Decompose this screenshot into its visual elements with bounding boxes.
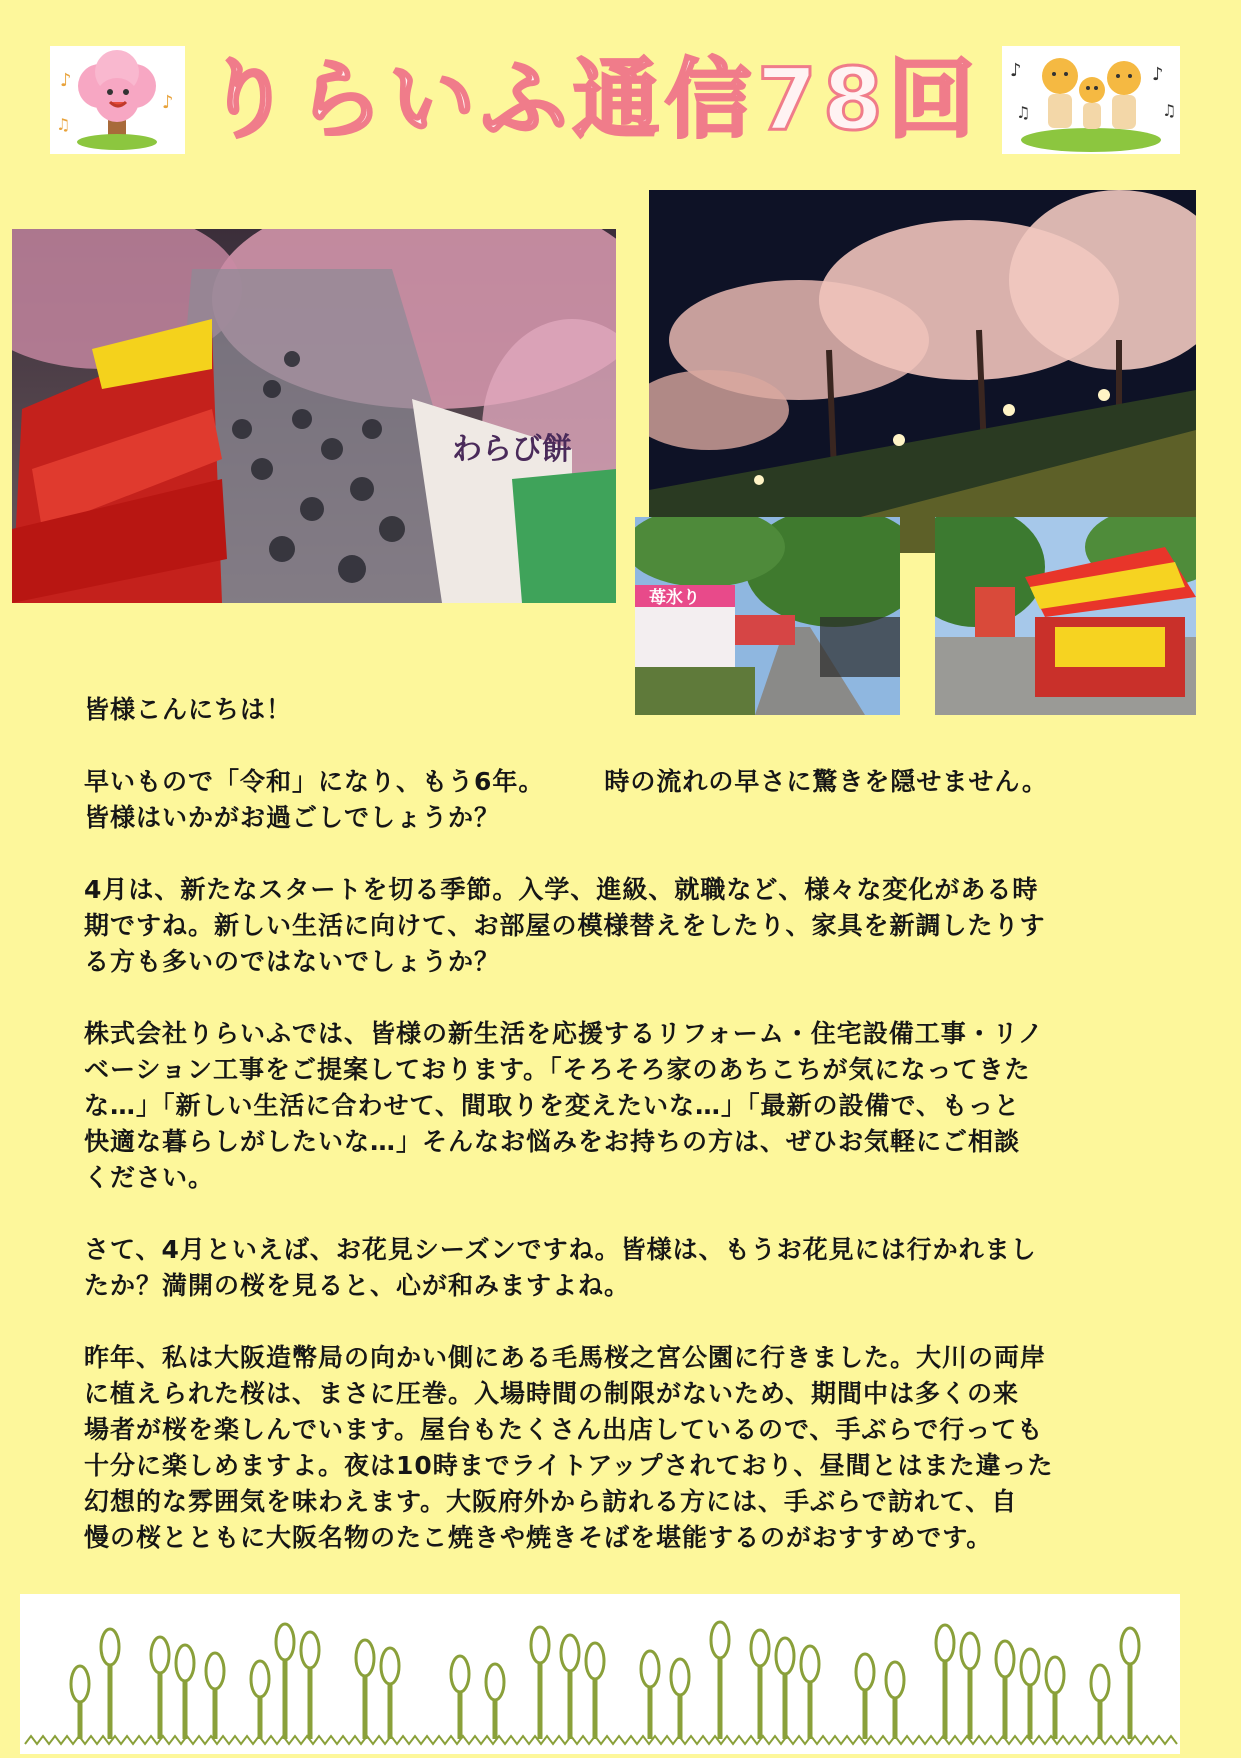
- horsetail-sprout: [531, 1627, 549, 1739]
- text-line: 快適な暮らしがしたいな…」そんなお悩みをお持ちの方は、ぜひお気軽にご相談: [84, 1127, 1021, 1156]
- park-paragraph: [84, 1340, 1164, 1556]
- horsetail-sprout: [381, 1648, 399, 1739]
- horsetail-sprout: [1046, 1657, 1064, 1739]
- horsetail-sprout: [671, 1659, 689, 1739]
- svg-text:♫: ♫: [56, 115, 71, 134]
- footer-decoration: [20, 1594, 1180, 1754]
- family-characters-icon: [1002, 46, 1180, 154]
- horsetail-sprout: [776, 1638, 794, 1739]
- horsetail-sprout: [251, 1661, 269, 1739]
- text-line: さて、4月といえば、お花見シーズンですね。皆様は、もうお花見には行かれまし: [84, 1235, 1037, 1264]
- cherry-tree-character-illustration: [50, 46, 185, 154]
- newsletter-title: りらいふ通信78回: [205, 50, 981, 150]
- text-line: [84, 764, 1164, 800]
- text-line: 株式会社りらいふでは、皆様の新生活を応援するリフォーム・住宅設備工事・リノ: [84, 1019, 1044, 1048]
- horsetail-sprout: [1021, 1649, 1039, 1739]
- horsetail-sprout: [486, 1664, 504, 1739]
- horsetail-sprout: [1091, 1665, 1109, 1739]
- horsetail-sprout: [206, 1653, 224, 1739]
- text-segment: 早いもので「令和」になり、もう6年。: [84, 767, 545, 796]
- night-festival-stalls-photo: [12, 229, 616, 603]
- company-paragraph: [84, 1016, 1164, 1196]
- text-line: な…」「新しい生活に合わせて、間取りを変えたいな…」「最新の設備で、もっと: [84, 1091, 1021, 1120]
- photo-illuminated-cherry-trees: [649, 190, 1196, 553]
- horsetail-sprout: [451, 1656, 469, 1739]
- text-line: 昨年、私は大阪造幣局の向かい側にある毛馬桜之宮公園に行きました。大川の両岸: [84, 1343, 1047, 1372]
- intro-paragraph: [84, 764, 1164, 836]
- photo-cherry-festival-stalls: [12, 229, 616, 603]
- svg-text:♫: ♫: [1162, 101, 1177, 120]
- text-line: 皆様はいかがお過ごしでしょうか？: [84, 803, 501, 832]
- photo-daytime-stalls-path: [635, 517, 900, 715]
- horsetail-sprout: [151, 1637, 169, 1739]
- horsetail-plants-border-icon: [20, 1594, 1180, 1754]
- grass-line: [25, 1736, 1177, 1744]
- text-segment: 時の流れの早さに驚きを隠せません。: [604, 767, 1048, 796]
- horsetail-sprout: [561, 1635, 579, 1739]
- april-paragraph: [84, 872, 1164, 980]
- text-line: 十分に楽しめますよ。夜は10時までライトアップされており、昼間とはまた違った: [84, 1451, 1054, 1480]
- text-line: 4月は、新たなスタートを切る季節。入学、進級、就職など、様々な変化がある時: [84, 875, 1039, 904]
- horsetail-sprout: [961, 1633, 979, 1739]
- horsetail-sprout: [101, 1629, 119, 1739]
- horsetail-sprout: [276, 1624, 294, 1739]
- horsetail-sprout: [71, 1666, 89, 1739]
- svg-text:♪: ♪: [60, 70, 72, 91]
- family-characters-illustration: [1002, 46, 1180, 154]
- hanami-paragraph: [84, 1232, 1164, 1304]
- text-line: る方も多いのではないでしょうか？: [84, 947, 501, 976]
- text-line: 慢の桜とともに大阪名物のたこ焼きや焼きそばを堪能するのがおすすめです。: [84, 1523, 993, 1552]
- greeting-paragraph: [84, 692, 1164, 728]
- day-stalls-path-photo: [635, 517, 900, 715]
- cherry-tree-character-icon: [50, 46, 185, 154]
- stall-sign-text: 苺氷り: [649, 588, 700, 608]
- text-line: 幻想的な雰囲気を味わえます。大阪府外から訪れる方には、手ぶらで訪れて、自: [84, 1487, 1018, 1516]
- text-line: ください。: [84, 1163, 215, 1192]
- horsetail-sprout: [936, 1625, 954, 1739]
- horsetail-sprout: [586, 1643, 604, 1739]
- photo-daytime-red-stall: [935, 517, 1196, 715]
- horsetail-sprout: [996, 1641, 1014, 1739]
- greeting-line: 皆様こんにちは！: [84, 695, 293, 724]
- night-cherry-trees-photo: [649, 190, 1196, 553]
- horsetail-sprout: [711, 1622, 729, 1739]
- text-line: 場者が桜を楽しんでいます。屋台もたくさん出店しているので、手ぶらで行っても: [84, 1415, 1044, 1444]
- horsetail-sprout: [856, 1654, 874, 1739]
- day-stall-red-photo: [935, 517, 1196, 715]
- svg-text:♪: ♪: [1010, 60, 1022, 81]
- horsetail-sprout: [751, 1630, 769, 1739]
- horsetail-sprout: [1121, 1628, 1139, 1739]
- horsetail-sprout: [176, 1645, 194, 1739]
- text-line: 期ですね。新しい生活に向けて、お部屋の模様替えをしたり、家具を新調したりす: [84, 911, 1046, 940]
- svg-text:♪: ♪: [162, 92, 174, 113]
- text-line: に植えられた桜は、まさに圧巻。入場時間の制限がないため、期間中は多くの来: [84, 1379, 1020, 1408]
- article-body: [84, 692, 1164, 1556]
- horsetail-sprout: [356, 1640, 374, 1739]
- stall-sign-text: わらび餅: [452, 432, 572, 467]
- horsetail-sprout: [641, 1651, 659, 1739]
- svg-text:♫: ♫: [1016, 103, 1031, 122]
- text-line: たか？満開の桜を見ると、心が和みますよね。: [84, 1271, 631, 1300]
- horsetail-sprout: [886, 1662, 904, 1739]
- svg-text:♪: ♪: [1152, 64, 1164, 85]
- horsetail-sprout: [801, 1646, 819, 1739]
- horsetail-sprout: [301, 1632, 319, 1739]
- text-line: ベーション工事をご提案しております。「そろそろ家のあちこちが気になってきた: [84, 1055, 1031, 1084]
